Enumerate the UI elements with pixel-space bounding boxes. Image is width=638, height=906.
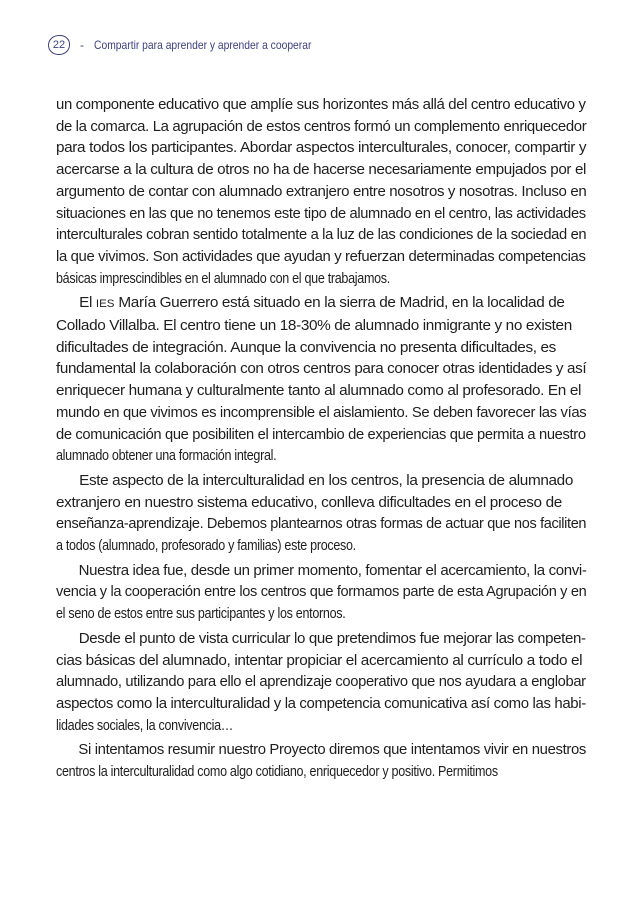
paragraph	[56, 740, 586, 783]
text-line: centros la interculturalidad como algo cotidiano, enriquecedor y positivo. Permitimos	[56, 764, 498, 781]
header-title: Compartir para aprender y aprender a cooperar	[94, 38, 312, 52]
text-line: Nuestra idea fue, desde un primer momento, fomentar el acercamiento, la convi-	[78, 562, 587, 579]
paragraph	[56, 293, 586, 468]
text-line: lidades sociales, la convivencia…	[56, 717, 234, 734]
paragraph	[56, 95, 586, 290]
running-header	[48, 35, 347, 55]
text-line: interculturales cobran sentido totalmente a la luz de las condiciones de la sociedad en	[56, 227, 587, 244]
text-line	[56, 293, 587, 316]
page-number: 22	[48, 35, 70, 55]
header-separator: -	[80, 38, 84, 52]
text-line: de comunicación que posibiliten el intercambio de experiencias que permita a nuestro	[56, 426, 586, 443]
text-line: extranjero en nuestro sistema educativo, conlleva dificultades en el proceso de	[56, 494, 562, 511]
text-line: aspectos como la interculturalidad y la competencia comunicativa así como las habi-	[56, 695, 586, 712]
text-line: enseñanza-aprendizaje. Debemos plantearnos otras formas de actuar que nos faciliten	[56, 516, 587, 533]
body-text	[56, 95, 586, 784]
text-line: un componente educativo que amplíe sus horizontes más allá del centro educativo y	[56, 97, 586, 113]
text-line: alumnado obtener una formación integral.	[56, 448, 277, 465]
text-run: El	[79, 295, 96, 312]
text-line: alumnado, utilizando para ello el aprendizaje cooperativo que nos ayudara a englobar	[56, 674, 586, 691]
text-line: básicas imprescindibles en el alumnado con el que trabajamos.	[56, 270, 390, 287]
text-line: Desde el punto de vista curricular lo que pretendimos fue mejorar las competen-	[78, 630, 586, 647]
paragraph	[56, 629, 586, 738]
text-line: el seno de estos entre sus participantes y los entornos.	[56, 606, 346, 623]
text-line: Este aspecto de la interculturalidad en los centros, la presencia de alumnado	[79, 472, 573, 489]
text-line: situaciones en las que no tenemos este tipo de alumnado en el centro, las actividades	[56, 205, 586, 222]
text-run: María Guerrero está situado en la sierra de Madrid, en la localidad de	[114, 295, 565, 312]
text-line: acercarse a la cultura de otros no ha de hacerse necesariamente empujados por el	[56, 162, 587, 179]
text-line: Collado Villalba. El centro tiene un 18-30% de alumnado inmigrante y no existen	[56, 318, 572, 335]
paragraph	[56, 561, 586, 626]
text-line: mundo en que vivimos es incomprensible el aislamiento. Se deben favorecer las vías	[56, 404, 587, 421]
text-line: de la comarca. La agrupación de estos centros formó un complemento enriquecedor	[56, 118, 587, 135]
paragraph	[56, 471, 586, 558]
text-line: para todos los participantes. Abordar aspectos interculturales, conocer, compartir y	[56, 140, 587, 157]
text-line: vencia y la cooperación entre los centros que formamos parte de esta Agrupación y en	[56, 584, 587, 601]
text-line: argumento de contar con alumnado extranjero entre nosotros y nosotras. Incluso en	[56, 183, 587, 200]
text-line: la que vivimos. Son actividades que ayudan y refuerzan determinadas competencias	[56, 248, 586, 265]
text-line: enriquecer humana y culturalmente tanto al alumnado como al profesorado. En el	[56, 383, 582, 400]
text-line: cias básicas del alumnado, intentar propiciar el acercamiento al currículo a todo el	[56, 652, 583, 669]
institution-abbreviation: IES	[95, 298, 115, 311]
text-line: fundamental la colaboración con otros centros para conocer otras identidades y así	[56, 361, 587, 378]
text-line: Si intentamos resumir nuestro Proyecto diremos que intentamos vivir en nuestros	[78, 742, 586, 759]
text-line: dificultades de integración. Aunque la convivencia no presenta dificultades, es	[56, 339, 556, 356]
text-line: a todos (alumnado, profesorado y familias) este proceso.	[56, 538, 356, 555]
